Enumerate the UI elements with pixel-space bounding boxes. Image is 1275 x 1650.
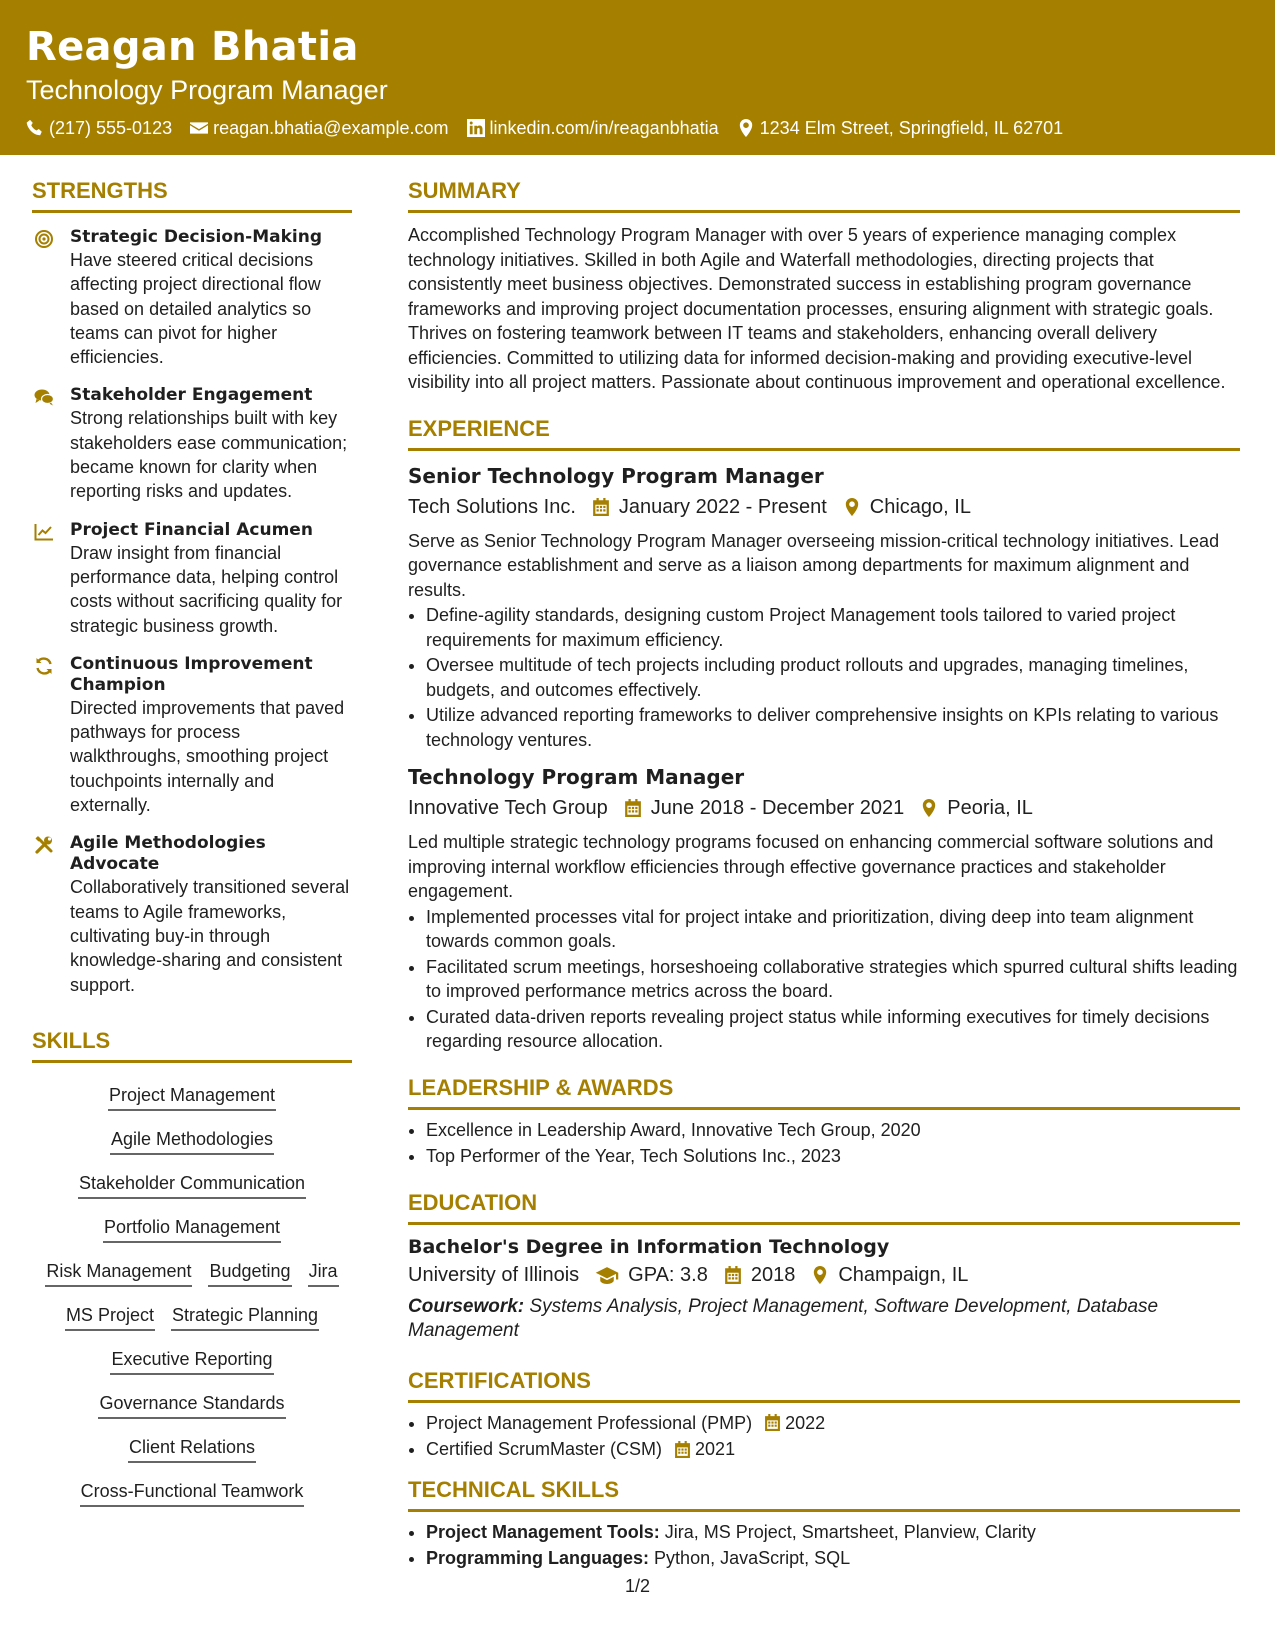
calendar-icon — [624, 799, 642, 817]
calendar-icon — [724, 1266, 742, 1284]
calendar-icon — [764, 1414, 781, 1431]
certification-year: 2021 — [695, 1439, 736, 1459]
skills-heading: SKILLS — [32, 1027, 352, 1063]
education-section — [408, 1189, 1240, 1343]
job-entry — [408, 764, 1240, 1054]
strength-title: Agile Methodologies Advocate — [70, 833, 266, 875]
job-bullet: • Curated data-driven reports revealing project status while informing executives for timely decisions regarding resource allocation. — [426, 1005, 1240, 1054]
email-text: reagan.bhatia@example.com — [213, 117, 449, 138]
contact-linkedin[interactable] — [467, 118, 719, 139]
job-description: Led multiple strategic technology programs focused on enhancing commercial software solutions and improving internal workflow efficiencies through effective governance practices and stakeholder engagement. — [408, 832, 1214, 901]
map-marker-icon — [920, 799, 938, 817]
job-bullet: • Define-agility standards, designing custom Project Management tools tailored to varied project requirements for maximum efficiency. — [426, 603, 1240, 652]
skill-chip: Client Relations — [128, 1435, 256, 1463]
job-bullets — [408, 603, 1240, 752]
award-item: • Top Performer of the Year, Tech Solutions Inc., 2023 — [426, 1144, 1240, 1169]
linkedin-text: linkedin.com/in/reaganbhatia — [489, 117, 719, 138]
job-title: Senior Technology Program Manager — [408, 463, 824, 488]
skill-chip: MS Project — [65, 1303, 155, 1331]
linkedin-icon — [467, 119, 485, 137]
candidate-role: Technology Program Manager — [26, 75, 388, 105]
calendar-icon — [592, 498, 610, 516]
coursework-label: Coursework: — [408, 1295, 525, 1317]
skill-chip: Executive Reporting — [110, 1347, 273, 1375]
school-location: Champaign, IL — [838, 1263, 969, 1286]
job-bullet: • Utilize advanced reporting frameworks to deliver comprehensive insights on KPIs relating to various technology ventures. — [426, 703, 1240, 752]
contact-bar — [26, 114, 1063, 142]
education-heading: EDUCATION — [408, 1189, 1240, 1225]
summary-text: Accomplished Technology Program Manager with over 5 years of experience managing complex technology initiatives. Skilled in both Agile and Waterfall methodologies, directing projects that consistently meet business objectives. Demonstrated success in establishing program governance frameworks and improving project documentation processes, ensuring alignment with strategic goals. Thrives on fostering teamwork between IT teams and stakeholders, enhancing overall delivery efficiencies. Committed to utilizing data for informed decision-making and providing executive-level visibility into all project matters. Passionate about continuous improvement and operational excellence. — [408, 225, 1226, 392]
technical-skill-item — [426, 1520, 1240, 1545]
certification-name: • Certified ScrumMaster (CSM) — [426, 1439, 663, 1459]
resume-header — [0, 0, 1275, 155]
job-bullet: • Facilitated scrum meetings, horseshoeing collaborative strategies which spurred cultural shifts leading to improved performance metrics across the board. — [426, 955, 1240, 1004]
job-title: Technology Program Manager — [408, 765, 745, 789]
job-description: Serve as Senior Technology Program Manager overseeing mission-critical technology initiatives. Lead governance establishment and serve as a liaison among departments for maximum alignment and results. — [408, 530, 1220, 600]
chart-line-icon — [34, 522, 54, 542]
certification-year: 2022 — [785, 1412, 826, 1433]
comments-icon — [34, 387, 54, 407]
map-marker-icon — [737, 119, 755, 137]
candidate-name: Reagan Bhatia — [26, 24, 359, 70]
strength-title: Stakeholder Engagement — [70, 385, 313, 406]
map-marker-icon — [843, 498, 861, 516]
right-column — [408, 177, 1240, 1573]
strength-item — [32, 520, 352, 638]
award-item: • Excellence in Leadership Award, Innovative Tech Group, 2020 — [426, 1118, 1240, 1143]
job-company: Innovative Tech Group — [408, 797, 608, 819]
job-meta — [408, 493, 1240, 521]
technical-skill-label: Programming Languages: — [426, 1548, 650, 1568]
skill-chip: Project Management — [108, 1083, 276, 1111]
strength-desc: Strong relationships built with key stakeholders ease communication; became known for clarity when reporting risks and updates. — [70, 408, 348, 502]
contact-phone[interactable] — [26, 118, 172, 139]
envelope-icon — [190, 119, 208, 137]
contact-address — [737, 118, 1064, 139]
skills-list — [32, 1083, 352, 1507]
skill-chip: Risk Management — [45, 1259, 192, 1287]
summary-heading: SUMMARY — [408, 177, 1240, 213]
tools-icon — [34, 835, 54, 855]
skill-chip: Agile Methodologies — [110, 1127, 274, 1155]
strength-desc: Have steered critical decisions affecting project directional flow based on detailed analytics so teams can pivot for higher efficiencies. — [70, 250, 321, 368]
degree-title: Bachelor's Degree in Information Technology — [408, 1235, 890, 1258]
strength-item — [32, 227, 352, 369]
technical-skill-item — [426, 1546, 1240, 1571]
skill-chip: Governance Standards — [98, 1391, 285, 1419]
strength-title: Strategic Decision-Making — [70, 227, 322, 247]
skill-chip: Portfolio Management — [103, 1215, 281, 1243]
certification-item — [426, 1437, 1240, 1462]
job-meta — [408, 794, 1240, 822]
job-location: Chicago, IL — [869, 495, 971, 518]
job-entry — [408, 463, 1240, 753]
skill-chip: Stakeholder Communication — [78, 1171, 306, 1199]
phone-icon — [26, 119, 44, 137]
technical-skills-heading: TECHNICAL SKILLS — [408, 1476, 1240, 1512]
map-marker-icon — [811, 1266, 829, 1284]
graduation-year: 2018 — [750, 1263, 796, 1286]
technical-skills-section — [408, 1476, 1240, 1571]
job-dates: January 2022 - Present — [618, 495, 827, 518]
technical-skill-label: Project Management Tools: — [426, 1521, 660, 1542]
coursework — [408, 1295, 1240, 1343]
strength-item — [32, 654, 352, 817]
job-company: Tech Solutions Inc. — [408, 495, 576, 518]
job-bullets — [408, 905, 1240, 1054]
page-number: 1/2 — [624, 1576, 651, 1596]
phone-text: (217) 555-0123 — [49, 117, 173, 138]
strength-item — [32, 833, 352, 996]
certification-list — [408, 1411, 1240, 1462]
strength-item — [32, 385, 352, 503]
skill-chip: Budgeting — [208, 1259, 291, 1287]
leadership-heading: LEADERSHIP & AWARDS — [408, 1074, 1240, 1110]
coursework-text: Systems Analysis, Project Management, Software Development, Database Management — [408, 1295, 1159, 1341]
job-dates: June 2018 - December 2021 — [650, 797, 905, 819]
strengths-heading: STRENGTHS — [32, 177, 352, 213]
technical-skill-value: Jira, MS Project, Smartsheet, Planview, Clarity — [664, 1521, 1036, 1542]
leadership-section — [408, 1074, 1240, 1169]
skill-chip: Cross-Functional Teamwork — [80, 1479, 305, 1507]
award-list — [408, 1118, 1240, 1169]
calendar-icon — [674, 1441, 691, 1458]
strength-title: Project Financial Acumen — [70, 519, 313, 540]
certifications-heading: CERTIFICATIONS — [408, 1367, 1240, 1403]
experience-heading: EXPERIENCE — [408, 415, 1240, 451]
job-location: Peoria, IL — [947, 797, 1033, 819]
contact-email[interactable] — [190, 118, 448, 139]
strength-desc: Draw insight from financial performance data, helping control costs without sacrificing quality for strategic business growth. — [70, 542, 343, 636]
skill-chip: Jira — [308, 1259, 339, 1287]
graduation-cap-icon — [595, 1266, 619, 1284]
address-text: 1234 Elm Street, Springfield, IL 62701 — [759, 117, 1064, 138]
job-bullet: • Oversee multitude of tech projects including product rollouts and upgrades, managing timelines, budgets, and outcomes effectively. — [426, 653, 1240, 702]
target-icon — [34, 229, 54, 249]
refresh-icon — [34, 656, 54, 676]
certification-item — [426, 1411, 1240, 1436]
school-name: University of Illinois — [408, 1263, 580, 1286]
experience-section — [408, 415, 1240, 1054]
education-meta — [408, 1261, 1240, 1289]
gpa-text: GPA: 3.8 — [628, 1263, 708, 1286]
technical-skill-value: Python, JavaScript, SQL — [654, 1548, 851, 1568]
strength-desc: Directed improvements that paved pathways for process walkthroughs, smoothing project touchpoints internally and externally. — [70, 697, 345, 816]
strength-title: Continuous Improvement Champion — [70, 653, 313, 695]
certifications-section — [408, 1367, 1240, 1462]
skill-chip: Strategic Planning — [171, 1303, 319, 1331]
job-bullet: • Implemented processes vital for project intake and prioritization, diving deep into team alignment towards common goals. — [426, 905, 1240, 954]
technical-skills-list — [408, 1520, 1240, 1571]
left-column — [32, 177, 352, 1523]
strength-desc: Collaboratively transitioned several teams to Agile frameworks, cultivating buy-in through knowledge-sharing and consistent support. — [70, 877, 350, 995]
certification-name: • Project Management Professional (PMP) — [426, 1412, 753, 1433]
